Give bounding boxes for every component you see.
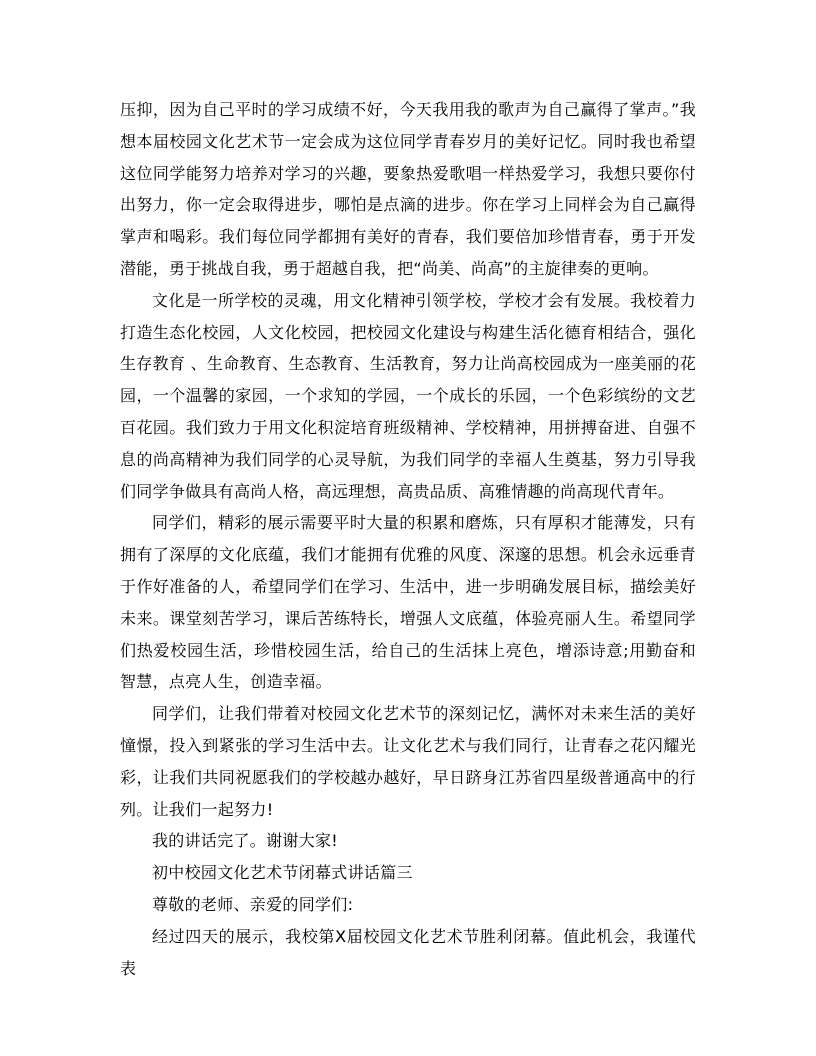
section-heading-part-three: 初中校园文化艺术节闭幕式讲话篇三 <box>152 863 413 883</box>
paragraph-thanks: 我的讲话完了。谢谢大家! <box>152 831 339 851</box>
salutation: 尊敬的老师、亲爱的同学们: <box>152 894 354 914</box>
document-page <box>120 94 696 984</box>
paragraph-opening-of-part-three: 经过四天的展示，我校第Ⅹ届校园文化艺术节胜利闭幕。值此机会，我谨代表 <box>120 926 696 978</box>
paragraph-closing-of-previous-section: 压抑，因为自己平时的学习成绩不好，今天我用我的歌声为自己赢得了掌声。”我想本届校园文化艺术节一定会成为这位同学青春岁月的美好记忆。同时我也希望这位同学能努力培养对学习的兴趣，要象热爱歌唱一样热爱学习，我想只要你付出努力，你一定会取得进步，哪怕是点滴的进步。你在学习上同样会为自己赢得掌声和喝彩。我们每位同学都拥有美好的青春，我们要倍加珍惜青春，勇于开发潜能，勇于挑战自我，勇于超越自我，把“尚美、尚高”的主旋律奏的更响。 <box>120 100 696 278</box>
paragraph-accumulation-and-preparation: 同学们，精彩的展示需要平时大量的积累和磨炼，只有厚积才能薄发，只有拥有了深厚的文化底蕴，我们才能拥有优雅的风度、深邃的思想。机会永远垂青于作好准备的人，希望同学们在学习、生活中，进一步明确发展目标，描绘美好未来。课堂刻苦学习，课后苦练特长，增强人文底蕴，体验亮丽人生。希望同学们热爱校园生活，珍惜校园生活，给自己的生活抹上亮色，增添诗意;用勤奋和智慧，点亮人生，创造幸福。 <box>120 513 696 692</box>
paragraph-wishes-for-school: 同学们，让我们带着对校园文化艺术节的深刻记忆，满怀对未来生活的美好憧憬，投入到紧张的学习生活中去。让文化艺术与我们同行，让青春之花闪耀光彩，让我们共同祝愿我们的学校越办越好，早日跻身江苏省四星级普通高中的行列。让我们一起努力! <box>120 704 696 819</box>
paragraph-campus-culture: 文化是一所学校的灵魂，用文化精神引领学校，学校才会有发展。我校着力打造生态化校园，人文化校园，把校园文化建设与构建生活化德育相结合，强化生存教育 、生命教育、生态教育、生活教育，努力让尚高校园成为一座美丽的花园，一个温馨的家园，一个求知的学园，一个成长的乐园，一个色彩缤纷的文艺百花园。我们致力于用文化积淀培育班级精神、学校精神，用拼搏奋进、自强不息的尚高精神为我们同学的心灵导航，为我们同学的幸福人生奠基，努力引导我们同学争做具有高尚人格，高远理想，高贵品质、高雅情趣的尚高现代青年。 <box>120 290 696 501</box>
